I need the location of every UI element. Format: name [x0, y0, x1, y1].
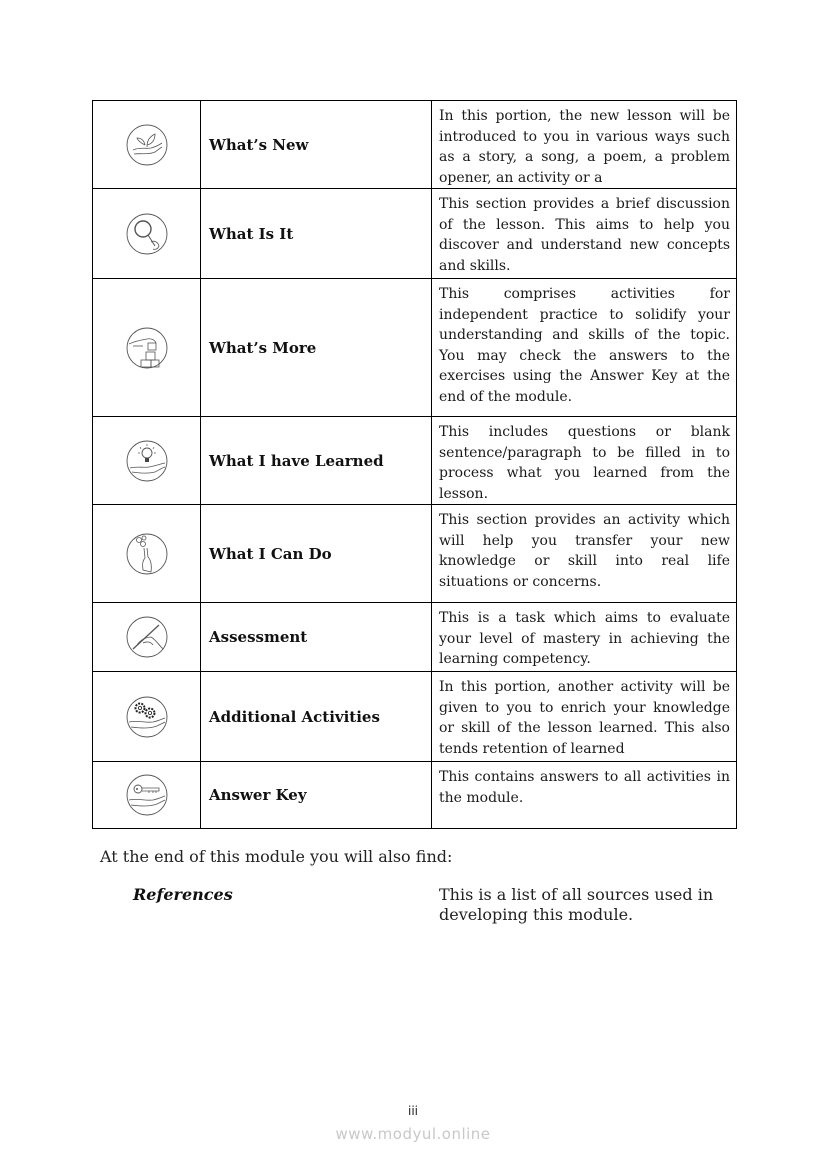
section-title-cell	[201, 762, 432, 829]
section-description-cell	[432, 189, 737, 279]
table-row	[93, 603, 737, 672]
table-row	[93, 417, 737, 505]
section-description-cell	[432, 672, 737, 762]
gears-in-hand-icon	[93, 695, 200, 739]
section-description-cell	[432, 101, 737, 189]
section-title-cell	[201, 505, 432, 603]
section-description: This contains answers to all activities in the module.	[439, 769, 730, 806]
icon-cell	[93, 189, 201, 279]
table-row	[93, 505, 737, 603]
section-title: What’s New	[209, 135, 309, 154]
section-description: This section provides a brief discussion of the lesson. This aims to help you discover and understand new concepts and skills.	[439, 196, 730, 274]
magnifying-glass-icon	[93, 212, 200, 256]
section-title-cell	[201, 279, 432, 417]
section-description: This section provides an activity which will help you transfer your new knowledge or skill into real life situations or concerns.	[439, 512, 730, 590]
icon-cell	[93, 101, 201, 189]
references-title: References	[133, 885, 233, 904]
key-in-hand-icon	[93, 773, 200, 817]
section-description-cell	[432, 279, 737, 417]
icon-cell	[93, 762, 201, 829]
icon-cell	[93, 603, 201, 672]
section-title: Answer Key	[209, 786, 307, 804]
section-title: What Is It	[209, 224, 294, 243]
hand-with-gears-icon	[93, 532, 200, 576]
plant-in-hand-icon	[93, 123, 200, 167]
section-description: In this portion, another activity will be given to you to enrich your knowledge or skill of the lesson learned. This also tends retention of learned	[439, 679, 730, 757]
section-title-cell	[201, 603, 432, 672]
section-description-cell	[432, 505, 737, 603]
outro-text: At the end of this module you will also find:	[100, 847, 453, 866]
section-description: This includes questions or blank sentence/paragraph to be filled in to process what you learned from the lesson.	[439, 424, 730, 502]
section-title: What I Can Do	[209, 544, 332, 563]
icon-cell	[93, 672, 201, 762]
section-description: In this portion, the new lesson will be introduced to you in various ways such as a story, a song, a poem, a problem opener, an activity or a	[439, 108, 730, 186]
table-row	[93, 101, 737, 189]
hand-stacking-blocks-icon	[93, 326, 200, 370]
section-title: What I have Learned	[209, 451, 384, 470]
lightbulb-in-hand-icon	[93, 439, 200, 483]
section-title-cell	[201, 417, 432, 505]
section-title: Additional Activities	[209, 707, 380, 726]
section-title-cell	[201, 101, 432, 189]
table-row	[93, 189, 737, 279]
section-description-cell	[432, 417, 737, 505]
icon-cell	[93, 505, 201, 603]
section-description: This is a task which aims to evaluate your level of mastery in achieving the learning competency.	[439, 610, 730, 668]
module-parts-table	[92, 100, 737, 829]
section-title-cell	[201, 672, 432, 762]
table-row	[93, 762, 737, 829]
references-description: This is a list of all sources used in developing this module.	[439, 885, 714, 924]
page-number: iii	[407, 1104, 418, 1118]
table-row	[93, 672, 737, 762]
hand-writing-pen-icon	[93, 615, 200, 659]
table-row	[93, 279, 737, 417]
section-title: Assessment	[209, 628, 308, 646]
section-title: What’s More	[209, 338, 317, 357]
watermark: www.modyul.online	[335, 1125, 491, 1143]
section-title-cell	[201, 189, 432, 279]
section-description-cell	[432, 603, 737, 672]
icon-cell	[93, 417, 201, 505]
section-description-cell	[432, 762, 737, 829]
section-description: This comprises activities for independent practice to solidify your understanding and skills of the topic. You may check the answers to the exercises using the Answer Key at the end of the module.	[439, 286, 730, 405]
icon-cell	[93, 279, 201, 417]
